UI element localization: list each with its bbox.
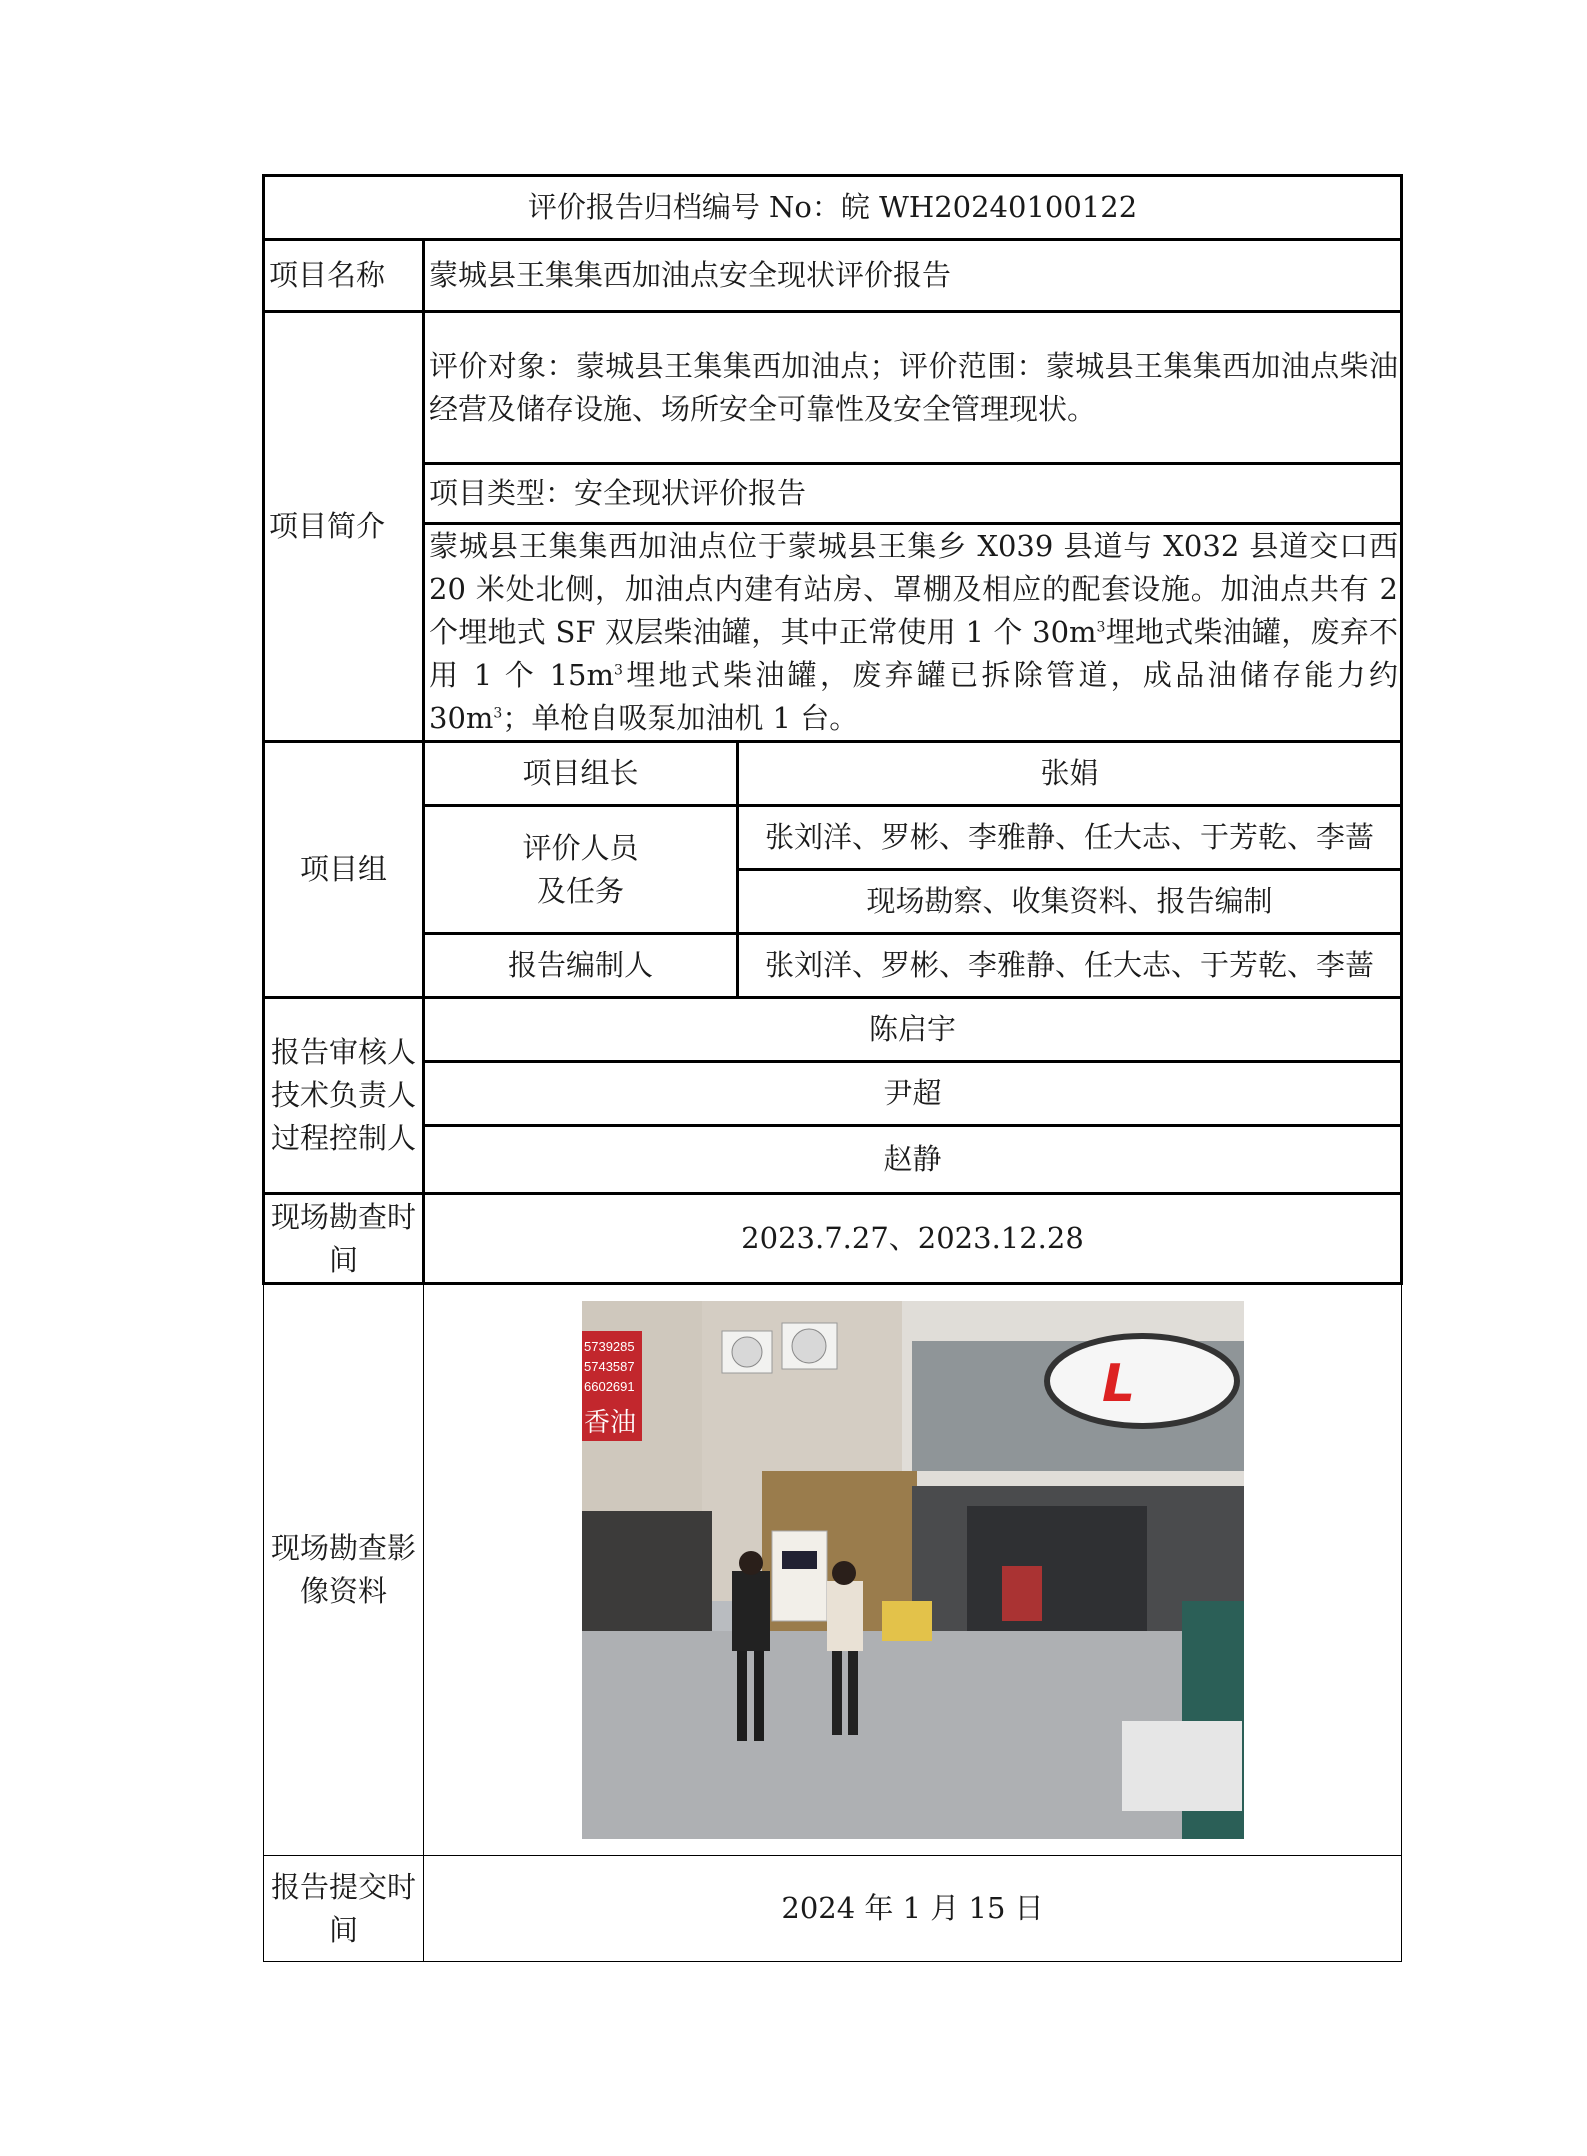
site-survey-photo	[582, 1301, 1244, 1839]
process-controller-label: 过程控制人	[270, 1121, 416, 1155]
description-text-1: 蒙城县王集集西加油点位于蒙城县王集乡 X039 县道与 X032 县道交口西 20 米处北侧，加油点内建有站房、罩棚及相应的配套设施。加油点共有 2 个埋地式 SF 双层柴油罐，其中正常使用 1 个 30m	[429, 529, 1398, 649]
description-text-2: 埋地式柴油罐，废弃不用 1 个 15m	[429, 615, 1398, 692]
project-team-label: 项目组	[264, 742, 424, 998]
project-name-value: 蒙城县王集集西加油点安全现状评价报告	[424, 240, 1402, 312]
submit-time-label-line-1: 报告提交时	[270, 1869, 416, 1904]
process-controller-value: 赵静	[424, 1126, 1402, 1194]
project-intro-label: 项目简介	[264, 312, 424, 742]
description-text-4: ；单枪自吸泵加油机 1 台。	[502, 701, 859, 735]
evaluators-label-line-2: 及任务	[536, 873, 624, 908]
survey-photo-label	[264, 1284, 424, 1856]
tech-lead-label: 技术负责人	[270, 1078, 416, 1112]
survey-time-value: 2023.7.27、2023.12.28	[424, 1194, 1402, 1284]
project-description	[424, 524, 1402, 742]
sign-line-4: 香油	[583, 1408, 636, 1438]
svg-text:L: L	[1101, 1354, 1135, 1414]
team-leader-label: 项目组长	[424, 742, 738, 806]
evaluators-value: 张刘洋、罗彬、李雅静、任大志、于芳乾、李蔷	[738, 806, 1402, 870]
project-name-label: 项目名称	[264, 240, 424, 312]
cubic-superscript: 3	[613, 662, 623, 679]
evaluation-scope: 评价对象：蒙城县王集集西加油点；评价范围：蒙城县王集集西加油点柴油经营及储存设施、场所安全可靠性及安全管理现状。	[424, 312, 1402, 464]
submit-time-value: 2024 年 1 月 15 日	[424, 1856, 1402, 1962]
sign-line-2: 5743587	[583, 1359, 635, 1374]
evaluators-label	[424, 806, 738, 934]
evaluators-label-line-1: 评价人员	[522, 830, 639, 865]
report-compiler-label: 报告编制人	[424, 934, 738, 998]
survey-photo-label-line-2: 像资料	[299, 1574, 387, 1608]
reviewer-label: 报告审核人	[270, 1035, 416, 1069]
description-text-3: 埋地式柴油罐，废弃罐已拆除管道，成品油储存能力约 30m	[429, 658, 1398, 735]
survey-time-label	[264, 1194, 424, 1284]
review-roles-label	[264, 998, 424, 1194]
evaluator-tasks: 现场勘察、收集资料、报告编制	[738, 870, 1402, 934]
cubic-superscript: 3	[1096, 619, 1106, 636]
submit-time-label	[264, 1856, 424, 1962]
report-archive-table	[262, 174, 1403, 1962]
tech-lead-value: 尹超	[424, 1062, 1402, 1126]
survey-photo-label-line-1: 现场勘查影	[270, 1531, 416, 1565]
survey-time-label-line-1: 现场勘查时	[270, 1199, 416, 1234]
survey-time-label-line-2: 间	[328, 1242, 358, 1277]
sign-line-3: 6602691	[583, 1379, 635, 1394]
archive-page	[262, 174, 1400, 1962]
cubic-superscript: 3	[493, 705, 503, 722]
team-leader-value: 张娟	[738, 742, 1402, 806]
reviewer-value: 陈启宇	[424, 998, 1402, 1062]
archive-number: 评价报告归档编号 No：皖 WH20240100122	[264, 176, 1402, 240]
project-type: 项目类型：安全现状评价报告	[424, 464, 1402, 524]
submit-time-label-line-2: 间	[328, 1912, 358, 1947]
sign-line-1: 5739285	[583, 1339, 635, 1354]
survey-photo-cell	[424, 1284, 1402, 1856]
report-compiler-value: 张刘洋、罗彬、李雅静、任大志、于芳乾、李蔷	[738, 934, 1402, 998]
